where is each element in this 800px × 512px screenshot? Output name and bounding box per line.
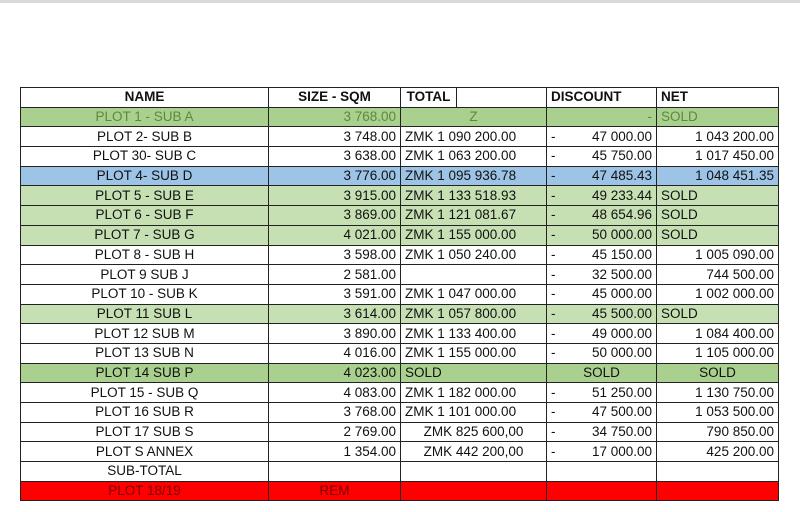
size-cell: 3 614.00 (269, 304, 401, 324)
total-cell: ZMK 1 155 000.00 (401, 225, 547, 245)
table-row (21, 363, 779, 383)
total-cell (401, 265, 547, 285)
table-row (21, 343, 779, 363)
plot-name-cell: PLOT 2- SUB B (21, 127, 269, 147)
size-cell: 4 016.00 (269, 343, 401, 363)
minus-sign: - (551, 187, 556, 203)
plot-name-cell: PLOT 18/19 (21, 481, 269, 501)
discount-cell (547, 383, 657, 403)
size-cell: 4 021.00 (269, 225, 401, 245)
discount-cell (547, 206, 657, 226)
discount-value: 51 250.00 (591, 384, 652, 400)
minus-sign: - (551, 207, 556, 223)
table-row (21, 245, 779, 265)
net-cell: SOLD (657, 225, 779, 245)
plot-name-cell: PLOT 11 SUB L (21, 304, 269, 324)
col-header-name: NAME (21, 88, 269, 108)
table-row (21, 284, 779, 304)
plot-name-cell: PLOT 4- SUB D (21, 166, 269, 186)
discount-cell (547, 225, 657, 245)
col-header-size: SIZE - SQM (269, 88, 401, 108)
size-cell: 3 591.00 (269, 284, 401, 304)
net-cell: 1 105 000.00 (657, 343, 779, 363)
discount-value: 47 500.00 (591, 404, 652, 420)
minus-sign: - (551, 227, 556, 243)
table-row (21, 127, 779, 147)
size-cell (269, 462, 401, 482)
net-cell: 790 850.00 (657, 422, 779, 442)
plot-name-cell: PLOT 9 SUB J (21, 265, 269, 285)
plot-name-cell: PLOT 6 - SUB F (21, 206, 269, 226)
net-cell: 1 084 400.00 (657, 324, 779, 344)
total-cell: Z (401, 107, 547, 127)
table-row (21, 324, 779, 344)
size-cell: 4 083.00 (269, 383, 401, 403)
discount-cell (547, 127, 657, 147)
col-header-total: TOTAL (401, 88, 457, 108)
net-cell (657, 462, 779, 482)
plot-name-cell: PLOT 15 - SUB Q (21, 383, 269, 403)
minus-sign: - (551, 246, 556, 262)
plot-name-cell: PLOT 14 SUB P (21, 363, 269, 383)
minus-sign: - (551, 266, 556, 282)
discount-cell: - (547, 107, 657, 127)
discount-value: 32 500.00 (591, 266, 652, 282)
table-row (21, 225, 779, 245)
plot-sales-table (20, 87, 779, 501)
net-cell: 1 130 750.00 (657, 383, 779, 403)
size-cell: 3 768.00 (269, 403, 401, 423)
discount-value: 48 654.96 (591, 207, 652, 223)
discount-value: 45 000.00 (591, 286, 652, 302)
net-cell (657, 481, 779, 501)
discount-cell (547, 245, 657, 265)
plot-name-cell: PLOT 5 - SUB E (21, 186, 269, 206)
net-cell: 1 053 500.00 (657, 403, 779, 423)
minus-sign: - (551, 404, 556, 420)
discount-cell (547, 166, 657, 186)
plot-name-cell: PLOT S ANNEX (21, 442, 269, 462)
plot-name-cell: PLOT 7 - SUB G (21, 225, 269, 245)
discount-cell (547, 265, 657, 285)
size-cell: 3 915.00 (269, 186, 401, 206)
top-border-line (0, 0, 800, 3)
discount-cell (547, 442, 657, 462)
net-cell: 1 043 200.00 (657, 127, 779, 147)
size-cell: 2 581.00 (269, 265, 401, 285)
table-row (21, 147, 779, 167)
total-cell: ZMK 1 101 000.00 (401, 403, 547, 423)
col-header-discount: DISCOUNT (547, 88, 657, 108)
size-cell: 2 769.00 (269, 422, 401, 442)
plot-name-cell: PLOT 30- SUB C (21, 147, 269, 167)
minus-sign: - (551, 443, 556, 459)
table-row (21, 383, 779, 403)
size-cell: 3 598.00 (269, 245, 401, 265)
discount-value: 17 000.00 (591, 443, 652, 459)
total-cell: ZMK 1 155 000.00 (401, 343, 547, 363)
discount-cell (547, 324, 657, 344)
total-cell: SOLD (401, 363, 547, 383)
col-header-net: NET (657, 88, 779, 108)
plot-name-cell: SUB-TOTAL (21, 462, 269, 482)
total-cell (401, 462, 547, 482)
table-row (21, 422, 779, 442)
discount-cell (547, 343, 657, 363)
plot-name-cell: PLOT 10 - SUB K (21, 284, 269, 304)
discount-value: 45 150.00 (591, 246, 652, 262)
total-cell: ZMK 1 095 936.78 (401, 166, 547, 186)
net-cell: SOLD (657, 206, 779, 226)
discount-cell (547, 462, 657, 482)
header-row (21, 88, 779, 108)
minus-sign: - (551, 168, 556, 184)
minus-sign: - (551, 305, 556, 321)
table-row (21, 304, 779, 324)
discount-cell (547, 186, 657, 206)
net-cell: SOLD (657, 304, 779, 324)
size-cell: 3 869.00 (269, 206, 401, 226)
net-cell: 1 017 450.00 (657, 147, 779, 167)
discount-cell (547, 481, 657, 501)
net-cell: 1 048 451.35 (657, 166, 779, 186)
total-cell: ZMK 442 200,00 (401, 442, 547, 462)
total-cell: ZMK 1 133 400.00 (401, 324, 547, 344)
size-cell: 3 776.00 (269, 166, 401, 186)
table-row (21, 265, 779, 285)
discount-cell (547, 147, 657, 167)
plot-name-cell: PLOT 1 - SUB A (21, 107, 269, 127)
col-header-blank (457, 88, 547, 108)
total-cell: ZMK 1 090 200.00 (401, 127, 547, 147)
minus-sign: - (551, 148, 556, 164)
minus-sign: - (551, 325, 556, 341)
plot-name-cell: PLOT 13 SUB N (21, 343, 269, 363)
plot-name-cell: PLOT 12 SUB M (21, 324, 269, 344)
total-cell: ZMK 1 050 240.00 (401, 245, 547, 265)
plot-name-cell: PLOT 8 - SUB H (21, 245, 269, 265)
table-row (21, 206, 779, 226)
minus-sign: - (551, 384, 556, 400)
plot-name-cell: PLOT 17 SUB S (21, 422, 269, 442)
total-cell: ZMK 1 133 518.93 (401, 186, 547, 206)
table-row (21, 442, 779, 462)
table-row (21, 107, 779, 127)
size-cell: REM (269, 481, 401, 501)
minus-sign: - (551, 345, 556, 361)
net-cell: 425 200.00 (657, 442, 779, 462)
net-cell: SOLD (657, 107, 779, 127)
net-cell: SOLD (657, 363, 779, 383)
table-row (21, 186, 779, 206)
discount-cell (547, 422, 657, 442)
discount-value: 45 500.00 (591, 305, 652, 321)
discount-value: 50 000.00 (591, 345, 652, 361)
size-cell: 3 638.00 (269, 147, 401, 167)
discount-cell (547, 403, 657, 423)
discount-cell: SOLD (547, 363, 657, 383)
total-cell: ZMK 1 121 081.67 (401, 206, 547, 226)
discount-value: 45 750.00 (591, 148, 652, 164)
net-cell: 1 005 090.00 (657, 245, 779, 265)
table-row (21, 403, 779, 423)
discount-value: 34 750.00 (591, 424, 652, 440)
discount-value: 47 000.00 (591, 128, 652, 144)
minus-sign: - (551, 286, 556, 302)
table-row (21, 481, 779, 501)
discount-value: 49 000.00 (591, 325, 652, 341)
size-cell: 3 768.00 (269, 107, 401, 127)
net-cell: 1 002 000.00 (657, 284, 779, 304)
table-row (21, 462, 779, 482)
total-cell: ZMK 1 182 000.00 (401, 383, 547, 403)
discount-value: 50 000.00 (591, 227, 652, 243)
size-cell: 3 890.00 (269, 324, 401, 344)
total-cell (401, 481, 547, 501)
net-cell: 744 500.00 (657, 265, 779, 285)
size-cell: 1 354.00 (269, 442, 401, 462)
net-cell: SOLD (657, 186, 779, 206)
size-cell: 3 748.00 (269, 127, 401, 147)
total-cell: ZMK 825 600,00 (401, 422, 547, 442)
plot-name-cell: PLOT 16 SUB R (21, 403, 269, 423)
discount-cell (547, 284, 657, 304)
discount-cell (547, 304, 657, 324)
total-cell: ZMK 1 057 800.00 (401, 304, 547, 324)
total-cell: ZMK 1 047 000.00 (401, 284, 547, 304)
discount-value: 49 233.44 (591, 187, 652, 203)
discount-value: 47 485.43 (591, 168, 652, 184)
total-cell: ZMK 1 063 200.00 (401, 147, 547, 167)
minus-sign: - (551, 128, 556, 144)
size-cell: 4 023.00 (269, 363, 401, 383)
minus-sign: - (551, 424, 556, 440)
table-row (21, 166, 779, 186)
